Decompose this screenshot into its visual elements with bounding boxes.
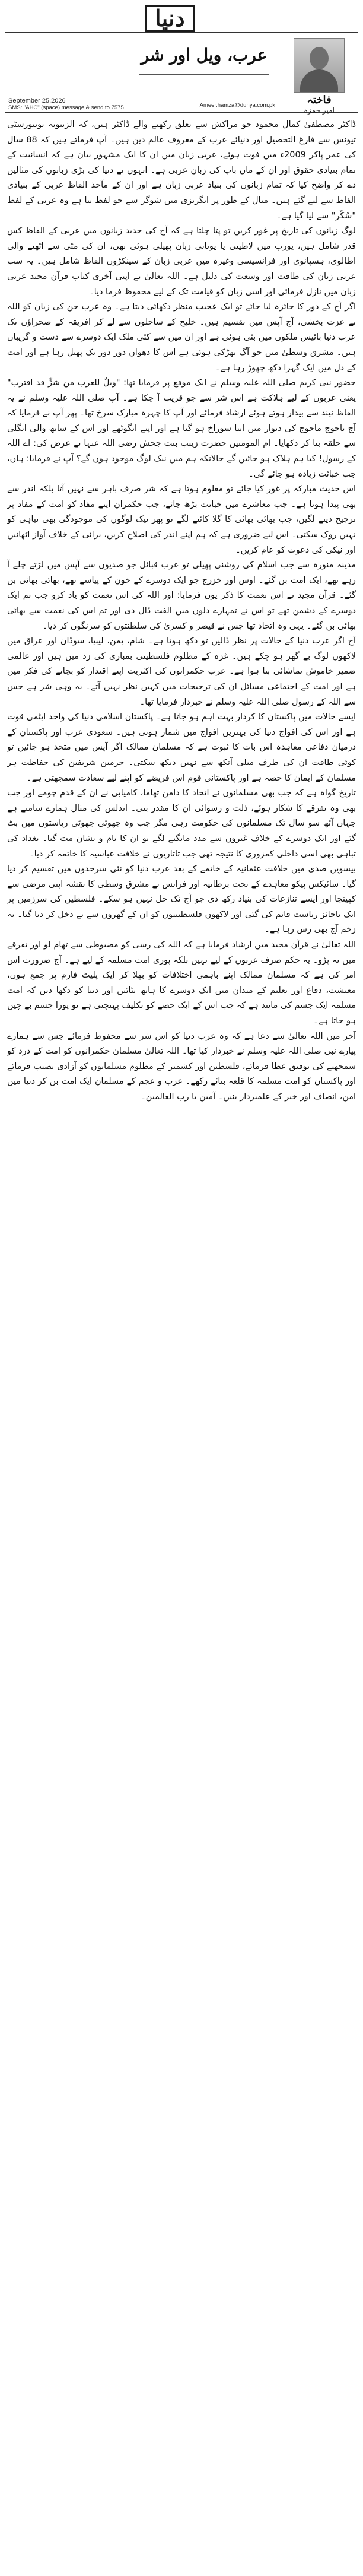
author-box (284, 38, 355, 115)
masthead (5, 4, 358, 32)
column-name: فاختہ (307, 94, 332, 106)
article-paragraph: اس حدیث مبارکہ پر غور کیا جائے تو معلوم ہوتا ہے کہ شر صرف باہر سے نہیں آتا بلکہ اندر سے بھی پیدا ہوتا ہے۔ جب معاشرے میں خباثت بڑھ جائے، جب حکمران اپنے مفاد کو امت کے مفاد پر ترجیح دینے لگیں، جب بھائی بھائی کا گلا کاٹنے لگے تو پھر نیک لوگوں کی موجودگی بھی تباہی کو نہیں روک سکتی۔ اس لیے ضروری ہے کہ ہم اپنے اندر کی اصلاح کریں، برائی کے خلاف آواز اٹھائیں اور نیکی کی دعوت کو عام کریں۔ (7, 484, 356, 555)
article-paragraph: آج اگر عرب دنیا کے حالات پر نظر ڈالیں تو دکھ ہوتا ہے۔ شام، یمن، لیبیا، سوڈان اور عراق میں لاکھوں لوگ بے گھر ہو چکے ہیں۔ غزہ کے مظلوم فلسطینی بمباری کی زد میں ہیں اور عالمی ضمیر خاموش تماشائی بنا ہوا ہے۔ عرب حکمرانوں کی اکثریت اپنے اقتدار کو بچانے کی فکر میں ہے اور امت کے اجتماعی مسائل ان کی ترجیحات میں کہیں نظر نہیں آتے۔ یہ وہی شر ہے جس سے اللہ کے رسول صلی اللہ علیہ وسلم نے خبردار فرمایا تھا۔ (7, 636, 356, 707)
article-paragraph: اللہ تعالیٰ نے قرآن مجید میں ارشاد فرمایا ہے کہ اللہ کی رسی کو مضبوطی سے تھام لو اور تفرقے میں نہ پڑو۔ یہ حکم صرف عربوں کے لیے نہیں بلکہ پوری امت مسلمہ کے لیے ہے۔ آج ضرورت اس امر کی ہے کہ مسلمان ممالک اپنے باہمی اختلافات کو بھلا کر ایک پلیٹ فارم پر جمع ہوں، معیشت، دفاع اور تعلیم کے میدان میں ایک دوسرے کا ہاتھ بٹائیں اور دنیا کو دکھا دیں کہ امت مسلمہ ایک جسم کی مانند ہے کہ جب اس کے ایک حصے کو تکلیف پہنچتی ہے تو پورا جسم بے چین ہو جاتا ہے۔ (7, 940, 356, 1026)
portrait-head-shape (310, 47, 329, 69)
article-paragraph: مدینہ منورہ سے جب اسلام کی روشنی پھیلی تو عرب قبائل جو صدیوں سے آپس میں لڑتے چلے آ رہے تھے، ایک امت بن گئے۔ اوس اور خزرج جو ایک دوسرے کے خون کے پیاسے تھے، بھائی بھائی بن گئے۔ قرآن مجید نے اس نعمت کا ذکر یوں فرمایا: اور اللہ کی اس نعمت کو یاد کرو جب تم ایک دوسرے کے دشمن تھے تو اس نے تمہارے دلوں میں الفت ڈال دی اور تم اس کی نعمت سے بھائی بھائی بن گئے۔ یہی وہ اتحاد تھا جس نے قیصر و کسریٰ کی سلطنتوں کو سرنگوں کر دیا۔ (7, 560, 356, 631)
author-portrait (294, 38, 345, 93)
article-paragraph: تاریخ گواہ ہے کہ جب بھی مسلمانوں نے اتحاد کا دامن تھاما، کامیابی نے ان کے قدم چومے اور جب بھی وہ تفرقے کا شکار ہوئے، ذلت و رسوائی ان کا مقدر بنی۔ اندلس کی مثال ہمارے سامنے ہے جہاں آٹھ سو سال تک مسلمانوں کی حکومت رہی مگر جب وہ چھوٹی چھوٹی ریاستوں میں بٹ گئے اور ایک دوسرے کے خلاف غیروں سے مدد مانگنے لگے تو ان کا نام و نشان مٹ گیا۔ بغداد کی تباہی بھی اسی داخلی کمزوری کا نتیجہ تھی جب تاتاریوں نے خلافت عباسیہ کا خاتمہ کر دیا۔ (7, 788, 356, 859)
title-underline (139, 74, 269, 75)
article-paragraph: ڈاکٹر مصطفیٰ کمال محمود جو مراکش سے تعلق رکھنے والے ڈاکٹر ہیں، کہ الزیتونہ یونیورسٹی تیونس سے فارغ التحصیل اور دنیائے عرب کے معروف عالم دین ہیں۔ آپ فرماتے ہیں کہ 88 سال کی عمر پاکر 2009ء میں فوت ہوئے، عربی زبان میں ان کا ایک مشہور بیان ہے کہ انسانیت کے تمام بنیادی حقوق اور ان کے ماں باپ کی زبان عربی ہے۔ انہوں نے دنیا کی بڑی زبانوں کی مثالیں دے کر واضح کیا کہ تمام زبانوں کی بنیاد عربی زبان ہے اور ان کے مآخذ الفاظ عربی کے بنیادی الفاظ سے لیے گئے ہیں۔ مثال کے طور پر انگریزی میں شوگر سے جو لفظ بنا ہے وہ عربی کے لفظ "سُکّر" سے لیا گیا ہے۔ (7, 120, 356, 221)
article-title: عرب، ویل اور شر (141, 45, 268, 65)
article-paragraph: لوگ زبانوں کی تاریخ پر غور کریں تو پتا چلتا ہے کہ آج کی جدید زبانوں میں عربی کے الفاظ کس قدر شامل ہیں، یورپ میں لاطینی یا یونانی زبان پھیلی ہوئی تھی، ان کی مٹی سے اٹھنے والی اطالوی، ہسپانوی اور فرانسیسی وغیرہ میں عربی زبان کے سینکڑوں الفاظ شامل ہیں۔ یہ سب عربی زبان کی طاقت اور وسعت کی دلیل ہے۔ اللہ تعالیٰ نے اپنی آخری کتاب قرآن مجید عربی زبان میں نازل فرمائی اور اسی زبان کو قیامت تک کے لیے محفوظ فرما دیا۔ (7, 226, 356, 297)
article-paragraph: حضور نبی کریم صلی اللہ علیہ وسلم نے ایک موقع پر فرمایا تھا: "ویلٌ للعرب من شرٍّ قد اقترب" یعنی عربوں کے لیے ہلاکت ہے اس شر سے جو قریب آ چکا ہے۔ آپ صلی اللہ علیہ وسلم نے یہ الفاظ نیند سے بیدار ہوتے ہوئے ارشاد فرمائے اور آپ کا چہرہ مبارک سرخ تھا۔ پھر آپ نے فرمایا کہ آج یاجوج ماجوج کی دیوار میں اتنا سوراخ ہو گیا ہے اور اپنے انگوٹھے اور اس کے ساتھ والی انگلی سے حلقہ بنا کر دکھایا۔ ام المومنین حضرت زینب بنت جحش رضی اللہ عنہا نے عرض کی: اے اللہ کے رسول! کیا ہم ہلاک ہو جائیں گے حالانکہ ہم میں نیک لوگ موجود ہوں گے؟ آپ نے فرمایا: ہاں، جب خباثت زیادہ ہو جائے گی۔ (7, 378, 356, 479)
article-paragraph: آخر میں اللہ تعالیٰ سے دعا ہے کہ وہ عرب دنیا کو اس شر سے محفوظ فرمائے جس سے ہمارے پیارے نبی صلی اللہ علیہ وسلم نے خبردار کیا تھا۔ اللہ تعالیٰ مسلمان حکمرانوں کو امت کے درد کو سمجھنے کی توفیق عطا فرمائے، فلسطین اور کشمیر کے مظلوم مسلمانوں کو آزادی نصیب فرمائے اور پاکستان کو امت مسلمہ کا قلعہ بنائے رکھے۔ عرب و عجم کے مسلمان ایک امت بن کر دنیا میں امن، انصاف اور خیر کے علمبردار بنیں۔ آمین یا رب العالمین۔ (7, 1031, 356, 1102)
publish-date: September 25,2026 (8, 97, 66, 104)
article-paragraph: ایسے حالات میں پاکستان کا کردار بہت اہم ہو جاتا ہے۔ پاکستان اسلامی دنیا کی واحد ایٹمی قوت ہے اور اس کی افواج دنیا کی بہترین افواج میں شمار ہوتی ہیں۔ سعودی عرب اور پاکستان کے درمیان دفاعی معاہدہ اس بات کا ثبوت ہے کہ مسلمان ممالک اگر آپس میں متحد ہو جائیں تو کوئی طاقت ان کی طرف میلی آنکھ سے نہیں دیکھ سکتی۔ حرمین شریفین کی حفاظت ہر مسلمان کے ایمان کا حصہ ہے اور پاکستانی قوم اس فریضے کو اپنے لیے سعادت سمجھتی ہے۔ (7, 712, 356, 783)
article-paragraph: اگر آج کے دور کا جائزہ لیا جائے تو ایک عجیب منظر دکھائی دیتا ہے۔ وہ عرب جن کی زبان کو اللہ نے عزت بخشی، آج آپس میں تقسیم ہیں۔ خلیج کے ساحلوں سے لے کر افریقہ کے صحراؤں تک عرب دنیا بائیس ملکوں میں بٹی ہوئی ہے اور ان میں سے کئی ملک ایک دوسرے سے دست و گریباں ہیں۔ مشرق وسطیٰ میں جو آگ بھڑکی ہوئی ہے اس کا دھواں دور دور تک پھیل رہا ہے اور امت کے دل میں ایک گہرا دکھ چھوڑ رہا ہے۔ (7, 302, 356, 373)
article-body (5, 118, 358, 1105)
column-header (5, 32, 358, 113)
portrait-shoulders-shape (300, 69, 338, 92)
author-name: امیر حمزہ (304, 106, 335, 115)
newspaper-logo: دنیا (145, 5, 195, 32)
article-paragraph: بیسویں صدی میں خلافت عثمانیہ کے خاتمے کے بعد عرب دنیا کو نئی سرحدوں میں تقسیم کر دیا گیا۔ سائیکس پیکو معاہدے کے تحت برطانیہ اور فرانس نے مشرق وسطیٰ کا نقشہ اپنی مرضی سے کھینچا اور ایسے تنازعات کی بنیاد رکھ دی جو آج تک حل نہیں ہو سکے۔ فلسطین کی سرزمین پر ایک ناجائز ریاست قائم کی گئی اور لاکھوں فلسطینیوں کو ان کے گھروں سے بے دخل کر دیا گیا۔ یہ زخم آج بھی رس رہا ہے۔ (7, 864, 356, 935)
sms-line: SMS: "AHC" (space) message & send to 7575 (8, 104, 124, 111)
author-email: Ameer.hamza@dunya.com.pk (199, 102, 275, 109)
